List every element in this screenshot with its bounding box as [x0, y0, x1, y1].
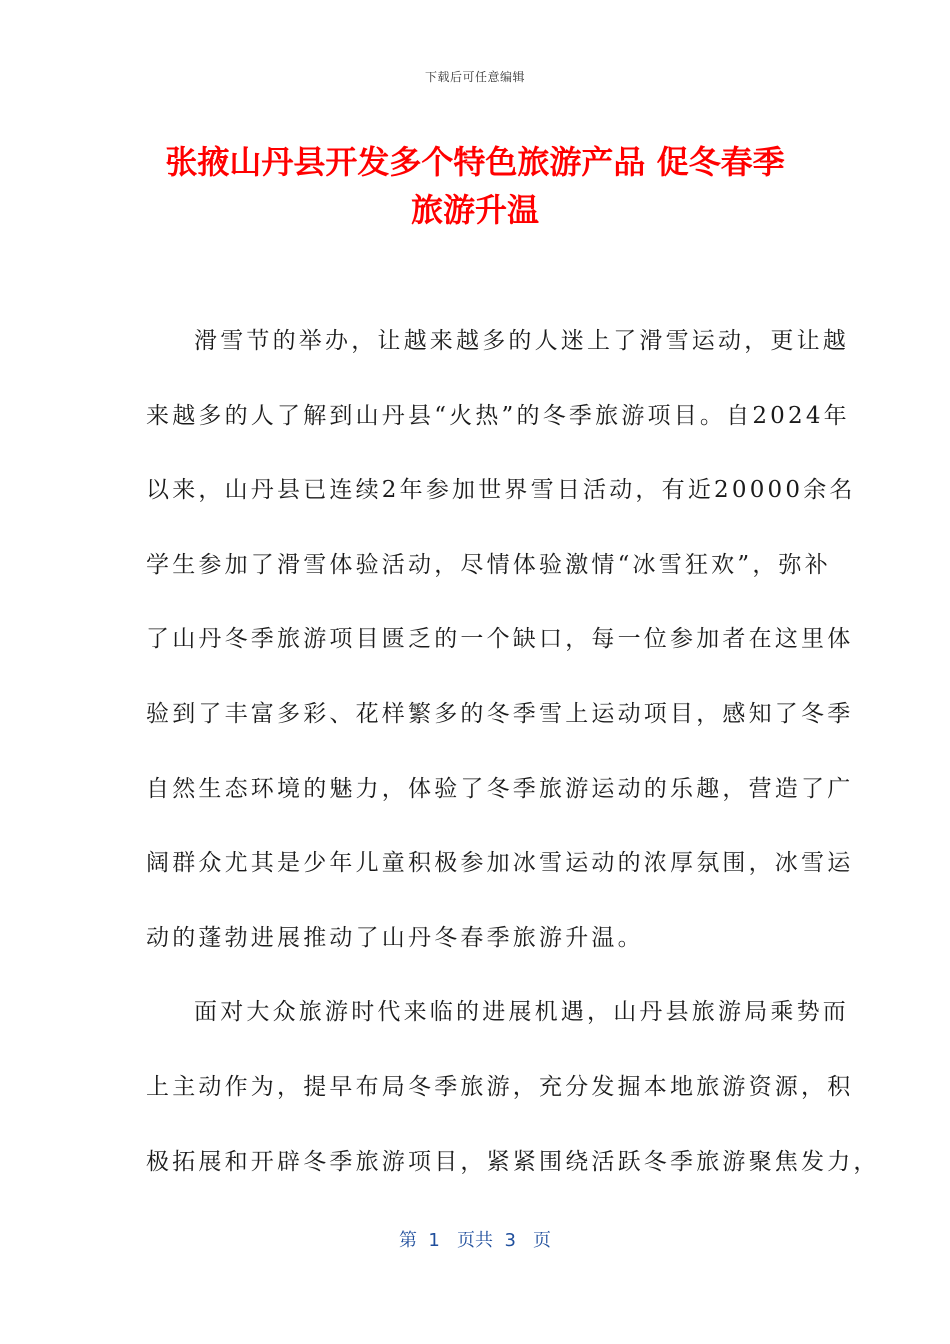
- title-line-2: 旅游升温: [410, 191, 539, 229]
- page-number-footer: 第 1 页共 3 页: [398, 1230, 552, 1251]
- paragraph-2-line: 极拓展和开辟冬季旅游项目，紧紧围绕活跃冬季旅游聚焦发力，: [146, 1148, 880, 1175]
- paragraph-1-line: 自然生态环境的魅力，体验了冬季旅游运动的乐趣，营造了广: [146, 775, 854, 802]
- paragraph-1-line: 验到了丰富多彩、花样繁多的冬季雪上运动项目，感知了冬季: [146, 700, 854, 727]
- header-note: 下载后可任意编辑: [424, 70, 525, 84]
- paragraph-1-line: 学生参加了滑雪体验活动，尽情体验激情“冰雪狂欢”，弥补: [146, 551, 831, 578]
- paragraph-1-line: 以来，山丹县已连续2年参加世界雪日活动，有近20000余名: [146, 477, 856, 504]
- paragraph-1-line: 来越多的人了解到山丹县“火热”的冬季旅游项目。自2024年: [146, 402, 850, 429]
- paragraph-2-line: 上主动作为，提早布局冬季旅游，充分发掘本地旅游资源，积: [146, 1073, 854, 1100]
- paragraph-2-line: 面对大众旅游时代来临的进展机遇，山丹县旅游局乘势而: [194, 999, 849, 1026]
- document-title: [120, 138, 830, 234]
- paragraph-1-line: 了山丹冬季旅游项目匮乏的一个缺口，每一位参加者在这里体: [146, 626, 854, 653]
- title-line-1: 张掖山丹县开发多个特色旅游产品 促冬春季: [165, 143, 785, 181]
- paragraph-1-line: 阔群众尤其是少年儿童积极参加冰雪运动的浓厚氛围，冰雪运: [146, 850, 854, 877]
- paragraph-1-line: 动的蓬勃进展推动了山丹冬春季旅游升温。: [146, 924, 644, 951]
- paragraph-1-line: 滑雪节的举办，让越来越多的人迷上了滑雪运动，更让越: [194, 328, 849, 354]
- body-text: [146, 314, 880, 1209]
